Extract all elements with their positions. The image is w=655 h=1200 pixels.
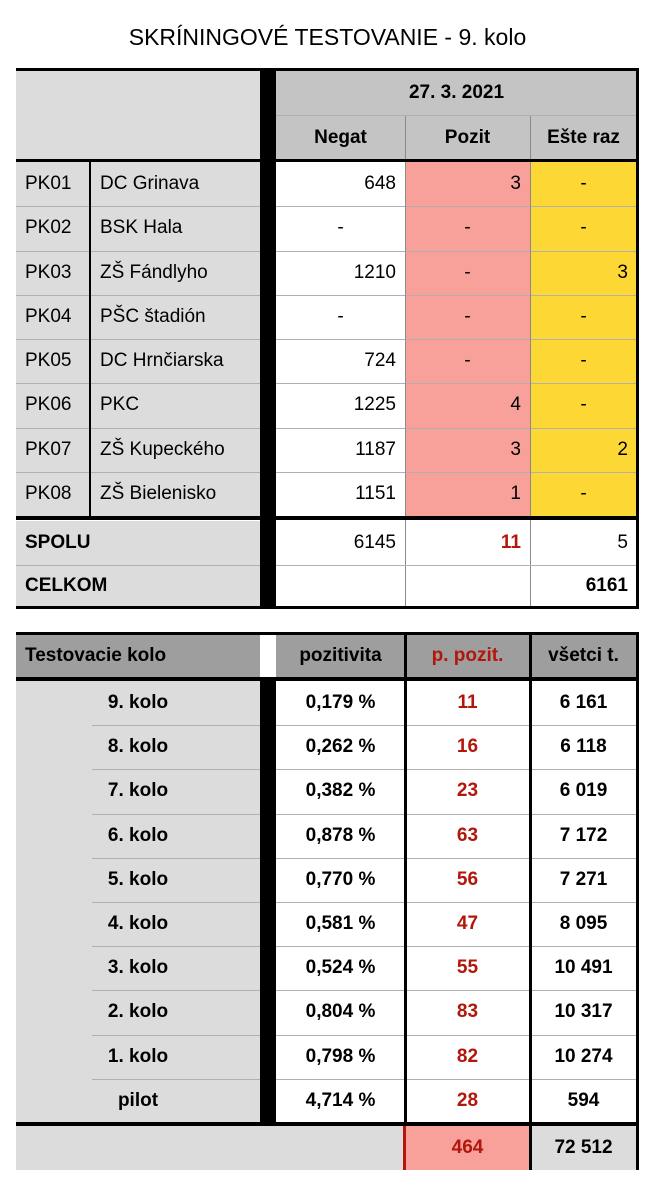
site-name: PKC — [91, 383, 260, 427]
border — [260, 679, 276, 1126]
pozit-cell: - — [405, 206, 530, 250]
vsetci-cell: 6 019 — [530, 769, 637, 813]
vsetci-cell: 10 317 — [530, 990, 637, 1034]
site-code: PK03 — [16, 251, 89, 295]
border — [260, 70, 276, 608]
border — [529, 634, 532, 1170]
divider — [405, 115, 406, 607]
vsetci-cell: 10 274 — [530, 1035, 637, 1079]
divider — [92, 1079, 637, 1080]
date-header: 27. 3. 2021 — [276, 70, 637, 115]
divider — [92, 769, 637, 770]
ppozit-cell: 47 — [405, 902, 530, 946]
pozitivita-cell: 0,770 % — [276, 858, 405, 902]
border — [16, 606, 639, 609]
round-label: 4. kolo — [16, 902, 260, 946]
pozitivita-cell: 0,262 % — [276, 725, 405, 769]
divider — [16, 383, 637, 384]
kolo-header: Testovacie kolo — [16, 634, 260, 678]
divider — [530, 115, 531, 607]
site-code: PK01 — [16, 162, 89, 206]
vsetci-cell: 594 — [530, 1079, 637, 1123]
round-label: 5. kolo — [16, 858, 260, 902]
round-label: 1. kolo — [16, 1035, 260, 1079]
ppozit-cell: 16 — [405, 725, 530, 769]
border — [16, 632, 639, 635]
site-code: PK02 — [16, 206, 89, 250]
border — [16, 516, 639, 520]
site-code: PK06 — [16, 383, 89, 427]
pozit-cell: 3 — [405, 162, 530, 206]
pozitivita-cell: 0,878 % — [276, 814, 405, 858]
divider — [89, 162, 91, 516]
negat-cell: - — [276, 206, 405, 250]
celkom-label: CELKOM — [16, 565, 260, 607]
spolu-negat: 6145 — [276, 521, 405, 565]
divider — [92, 814, 637, 815]
border — [16, 677, 639, 681]
negat-cell: 724 — [276, 339, 405, 383]
vsetci-cell: 10 491 — [530, 946, 637, 990]
round-label: 3. kolo — [16, 946, 260, 990]
vsetci-cell: 6 118 — [530, 725, 637, 769]
divider — [16, 295, 637, 296]
negat-cell: - — [276, 295, 405, 339]
pozit-cell: 4 — [405, 383, 530, 427]
divider — [276, 115, 637, 116]
site-code: PK05 — [16, 339, 89, 383]
divider — [92, 990, 637, 991]
divider — [92, 1035, 637, 1036]
pozit-cell: - — [405, 295, 530, 339]
header-blank — [16, 70, 260, 160]
border — [16, 68, 639, 71]
divider — [92, 858, 637, 859]
spolu-label: SPOLU — [16, 521, 260, 565]
vsetci-cell: 7 271 — [530, 858, 637, 902]
border — [16, 1122, 639, 1126]
pozit-cell: - — [405, 251, 530, 295]
round-label: 6. kolo — [16, 814, 260, 858]
divider — [16, 206, 637, 207]
pozit-header: Pozit — [405, 115, 530, 160]
pozitivita-cell: 0,382 % — [276, 769, 405, 813]
total-ppozit: 464 — [405, 1126, 530, 1170]
retest-cell: - — [530, 339, 637, 383]
pozit-cell: - — [405, 339, 530, 383]
page-title: SKRÍNINGOVÉ TESTOVANIE - 9. kolo — [128, 24, 527, 50]
ppozit-cell: 23 — [405, 769, 530, 813]
retest-cell: - — [530, 472, 637, 516]
ppozit-cell: 83 — [405, 990, 530, 1034]
ppozit-header: p. pozit. — [405, 634, 530, 678]
site-name: PŠC štadión — [91, 295, 260, 339]
border — [403, 1126, 406, 1170]
pozitivita-cell: 0,804 % — [276, 990, 405, 1034]
ppozit-cell: 11 — [405, 681, 530, 725]
total-vsetci: 72 512 — [530, 1126, 637, 1170]
ppozit-cell: 55 — [405, 946, 530, 990]
total-blank — [16, 1126, 405, 1170]
site-name: BSK Hala — [91, 206, 260, 250]
divider — [92, 946, 637, 947]
retest-cell: - — [530, 206, 637, 250]
pozitivita-cell: 0,179 % — [276, 681, 405, 725]
negat-cell: 1187 — [276, 428, 405, 472]
pozit-cell: 3 — [405, 428, 530, 472]
pozitivita-cell: 0,798 % — [276, 1035, 405, 1079]
retest-cell: - — [530, 383, 637, 427]
round-label: pilot — [16, 1079, 260, 1123]
pozitivita-cell: 0,581 % — [276, 902, 405, 946]
negat-cell: 648 — [276, 162, 405, 206]
pozitivita-cell: 4,714 % — [276, 1079, 405, 1123]
site-code: PK04 — [16, 295, 89, 339]
border — [636, 68, 639, 609]
round-label: 8. kolo — [16, 725, 260, 769]
border — [16, 159, 639, 162]
divider — [16, 428, 637, 429]
ppozit-cell: 56 — [405, 858, 530, 902]
round-label: 7. kolo — [16, 769, 260, 813]
ppozit-cell: 28 — [405, 1079, 530, 1123]
site-name: ZŠ Kupeckého — [91, 428, 260, 472]
ppozit-cell: 63 — [405, 814, 530, 858]
spolu-retest: 5 — [530, 521, 637, 565]
retest-header: Ešte raz — [530, 115, 637, 160]
celkom-empty-1 — [276, 565, 405, 607]
vsetci-cell: 7 172 — [530, 814, 637, 858]
divider — [92, 725, 637, 726]
site-code: PK07 — [16, 428, 89, 472]
pozit-cell: 1 — [405, 472, 530, 516]
round-label: 2. kolo — [16, 990, 260, 1034]
retest-cell: - — [530, 295, 637, 339]
pozitivita-header: pozitivita — [276, 634, 405, 678]
divider — [16, 565, 637, 566]
negat-header: Negat — [276, 115, 405, 160]
spolu-pozit: 11 — [405, 521, 530, 565]
retest-cell: - — [530, 162, 637, 206]
site-name: ZŠ Fándlyho — [91, 251, 260, 295]
site-name: DC Hrnčiarska — [91, 339, 260, 383]
border — [404, 634, 407, 1124]
negat-cell: 1151 — [276, 472, 405, 516]
divider — [92, 902, 637, 903]
negat-cell: 1225 — [276, 383, 405, 427]
site-name: DC Grinava — [91, 162, 260, 206]
divider — [16, 339, 637, 340]
retest-cell: 3 — [530, 251, 637, 295]
vsetci-cell: 8 095 — [530, 902, 637, 946]
site-name: ZŠ Bielenisko — [91, 472, 260, 516]
retest-cell: 2 — [530, 428, 637, 472]
celkom-value: 6161 — [530, 565, 637, 607]
round-label: 9. kolo — [16, 681, 260, 725]
divider — [16, 251, 637, 252]
site-code: PK08 — [16, 472, 89, 516]
divider — [16, 472, 637, 473]
border — [636, 632, 639, 1170]
celkom-empty-2 — [405, 565, 530, 607]
vsetci-cell: 6 161 — [530, 681, 637, 725]
negat-cell: 1210 — [276, 251, 405, 295]
pozitivita-cell: 0,524 % — [276, 946, 405, 990]
vsetci-header: všetci t. — [530, 634, 637, 678]
ppozit-cell: 82 — [405, 1035, 530, 1079]
